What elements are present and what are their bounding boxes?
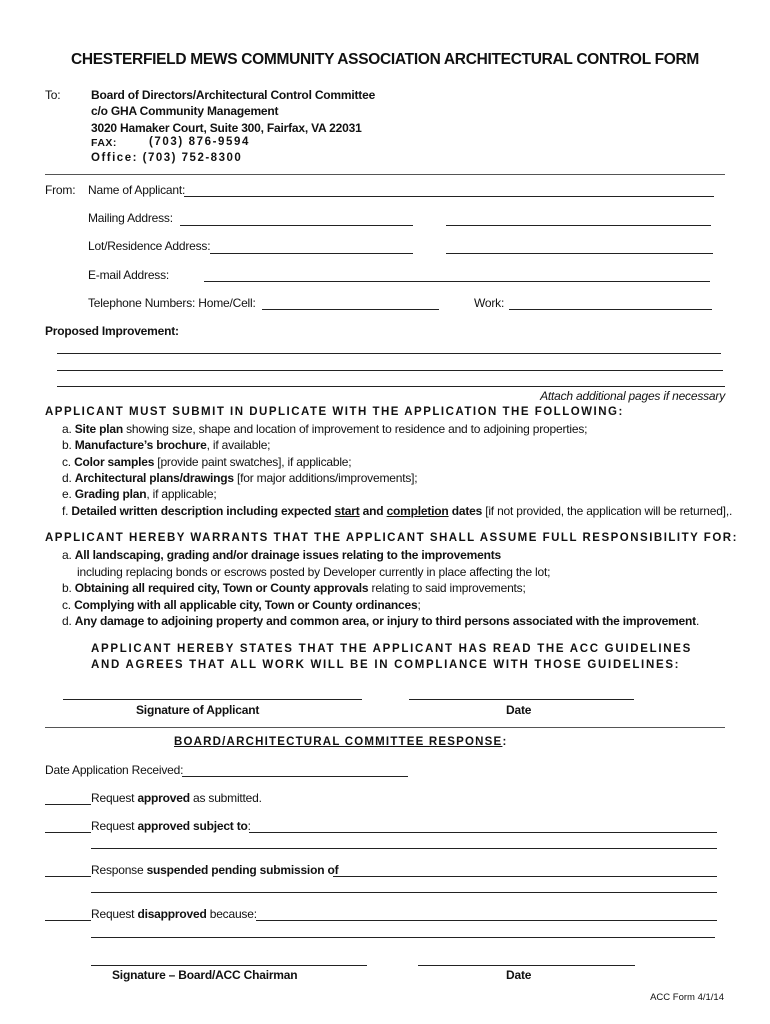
to-line-1: Board of Directors/Architectural Control Committee bbox=[91, 88, 376, 102]
approved-check-field[interactable] bbox=[45, 804, 91, 805]
response-suspended: Response suspended pending submission of bbox=[91, 863, 339, 877]
lot-field-1[interactable] bbox=[210, 253, 413, 254]
approved-subject-field[interactable] bbox=[249, 832, 717, 833]
work-label: Work: bbox=[474, 296, 505, 310]
fax-number: (703) 876-9594 bbox=[149, 136, 251, 148]
home-phone-field[interactable] bbox=[262, 309, 439, 310]
proposed-line-1[interactable] bbox=[57, 353, 721, 354]
phone-label: Telephone Numbers: Home/Cell: bbox=[88, 296, 256, 310]
applicant-signature-label: Signature of Applicant bbox=[136, 703, 260, 717]
submit-item-a: a. Site plan showing size, shape and location of improvement to residence and to adjoining properties; bbox=[62, 422, 588, 436]
name-label: Name of Applicant: bbox=[88, 183, 186, 197]
submit-item-b: b. Manufacture’s brochure, if available; bbox=[62, 438, 271, 452]
lot-field-2[interactable] bbox=[446, 253, 713, 254]
submit-item-c: c. Color samples [provide paint swatches], if applicable; bbox=[62, 455, 352, 469]
applicant-date-field[interactable] bbox=[409, 699, 634, 700]
approved-subject-check-field[interactable] bbox=[45, 832, 91, 833]
warrant-item-b: b. Obtaining all required city, Town or County approvals relating to said improvements; bbox=[62, 581, 526, 595]
email-label: E-mail Address: bbox=[88, 268, 170, 282]
states-line-1: APPLICANT HEREBY STATES THAT THE APPLICANT HAS READ THE ACC GUIDELINES bbox=[91, 643, 692, 655]
work-phone-field[interactable] bbox=[509, 309, 712, 310]
board-header: BOARD/ARCHITECTURAL COMMITTEE RESPONSE: bbox=[174, 736, 508, 748]
disapproved-field[interactable] bbox=[256, 920, 717, 921]
warrant-item-a: a. All landscaping, grading and/or drainage issues relating to the improvements bbox=[62, 548, 501, 562]
response-approved-subject: Request approved subject to: bbox=[91, 819, 251, 833]
mailing-field-1[interactable] bbox=[180, 225, 413, 226]
suspended-field-2[interactable] bbox=[91, 892, 717, 893]
states-line-2: AND AGREES THAT ALL WORK WILL BE IN COMPLIANCE WITH THOSE GUIDELINES: bbox=[91, 659, 681, 671]
suspended-check-field[interactable] bbox=[45, 876, 91, 877]
email-field[interactable] bbox=[204, 281, 710, 282]
name-field[interactable] bbox=[184, 196, 714, 197]
warrant-header: APPLICANT HEREBY WARRANTS THAT THE APPLICANT SHALL ASSUME FULL RESPONSIBILITY FOR: bbox=[45, 532, 738, 544]
divider bbox=[45, 727, 725, 728]
proposed-line-2[interactable] bbox=[57, 370, 723, 371]
response-approved: Request approved as submitted. bbox=[91, 791, 262, 805]
divider bbox=[45, 174, 725, 175]
from-label: From: bbox=[45, 183, 76, 197]
date-received-field[interactable] bbox=[182, 776, 408, 777]
office-number: Office: (703) 752-8300 bbox=[91, 152, 243, 164]
proposed-line-3[interactable] bbox=[57, 386, 725, 387]
attach-note: Attach additional pages if necessary bbox=[540, 389, 725, 403]
proposed-label: Proposed Improvement: bbox=[45, 324, 179, 338]
date-received-label: Date Application Received: bbox=[45, 763, 184, 777]
to-label: To: bbox=[45, 88, 61, 102]
mailing-label: Mailing Address: bbox=[88, 211, 173, 225]
form-version: ACC Form 4/1/14 bbox=[650, 992, 724, 1003]
page-title: CHESTERFIELD MEWS COMMUNITY ASSOCIATION ARCHITECTURAL CONTROL FORM bbox=[70, 51, 700, 68]
applicant-date-label: Date bbox=[506, 703, 532, 717]
board-date-field[interactable] bbox=[418, 965, 635, 966]
warrant-item-c: c. Complying with all applicable city, Town or County ordinances; bbox=[62, 598, 421, 612]
applicant-signature-field[interactable] bbox=[63, 699, 362, 700]
response-disapproved: Request disapproved because: bbox=[91, 907, 257, 921]
to-line-2: c/o GHA Community Management bbox=[91, 104, 279, 118]
submit-header: APPLICANT MUST SUBMIT IN DUPLICATE WITH THE APPLICATION THE FOLLOWING: bbox=[45, 406, 624, 418]
disapproved-check-field[interactable] bbox=[45, 920, 91, 921]
board-signature-field[interactable] bbox=[91, 965, 367, 966]
lot-label: Lot/Residence Address: bbox=[88, 239, 211, 253]
submit-item-d: d. Architectural plans/drawings [for major additions/improvements]; bbox=[62, 471, 418, 485]
board-signature-label: Signature – Board/ACC Chairman bbox=[112, 968, 298, 982]
fax-label: FAX: bbox=[91, 137, 117, 149]
board-date-label: Date bbox=[506, 968, 532, 982]
warrant-item-a-cont: including replacing bonds or escrows posted by Developer currently in place affecting the lot; bbox=[77, 565, 551, 579]
approved-subject-field-2[interactable] bbox=[91, 848, 717, 849]
warrant-item-d: d. Any damage to adjoining property and common area, or injury to third persons associated with the improvement. bbox=[62, 614, 700, 628]
mailing-field-2[interactable] bbox=[446, 225, 711, 226]
disapproved-field-2[interactable] bbox=[91, 937, 715, 938]
submit-item-f: f. Detailed written description including expected start and completion dates [if not provided, the application will be returned],. bbox=[62, 504, 733, 518]
suspended-field[interactable] bbox=[333, 876, 717, 877]
to-line-3: 3020 Hamaker Court, Suite 300, Fairfax, VA 22031 bbox=[91, 121, 362, 135]
submit-item-e: e. Grading plan, if applicable; bbox=[62, 487, 217, 501]
